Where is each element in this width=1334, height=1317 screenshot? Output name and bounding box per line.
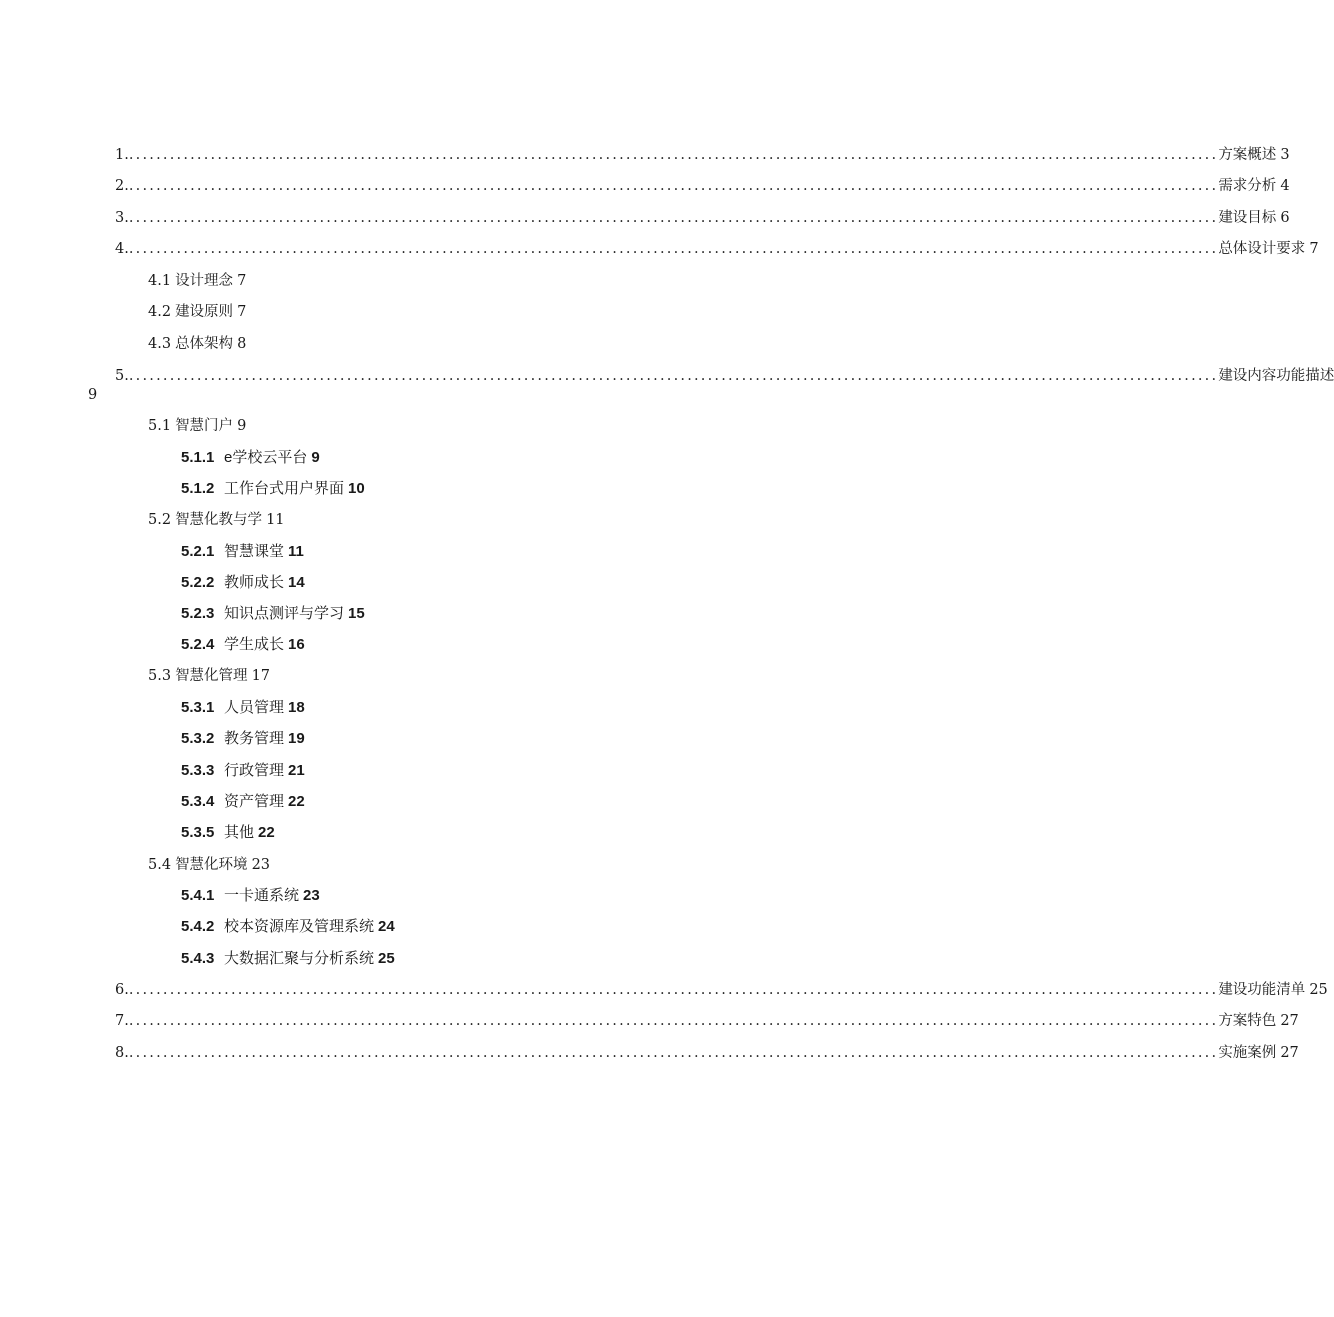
toc-entry-number: 4.3 <box>148 336 172 352</box>
toc-entry-number: 5.4.1 <box>181 887 215 904</box>
toc-entry-title: 建设内容功能描述 <box>1218 368 1334 384</box>
toc-entry-number: 5.3.5 <box>181 824 215 841</box>
toc-page-number: 7 <box>237 304 247 320</box>
toc-entry-5-3-5[interactable] <box>181 823 275 843</box>
toc-entry-5-3-3[interactable] <box>181 761 305 781</box>
toc-page-number: 11 <box>266 512 285 528</box>
toc-entry-1[interactable] <box>115 145 1290 165</box>
toc-page-number: 22 <box>258 824 275 841</box>
toc-page-number: 18 <box>288 699 305 716</box>
toc-entry-number: 5.3.2 <box>181 730 215 747</box>
toc-entry-number: 3. <box>115 210 129 226</box>
toc-page-number: 19 <box>288 730 305 747</box>
toc-entry-5-4-1[interactable] <box>181 886 320 906</box>
toc-entry-5-2-4[interactable] <box>181 635 305 655</box>
toc-entry-number: 4. <box>115 241 129 257</box>
toc-page-number: 21 <box>288 762 305 779</box>
toc-entry-5-3-1[interactable] <box>181 698 305 718</box>
toc-entry-4-1[interactable] <box>148 271 246 291</box>
dot-leader: ................................................................................................................................................................ <box>128 241 1219 257</box>
toc-entry-number: 5.2.3 <box>181 605 215 622</box>
toc-page-number: 9 <box>311 449 320 466</box>
toc-entry-5-3-2[interactable] <box>181 729 305 749</box>
toc-page-number: 27 <box>1280 1013 1299 1029</box>
toc-entry-5-2-3[interactable] <box>181 604 365 624</box>
toc-entry-number: 5.1 <box>148 418 172 434</box>
toc-entry-title: 设计理念 <box>175 273 234 289</box>
toc-entry-number: 5.3 <box>148 668 172 684</box>
dot-leader: ................................................................................................................................................................ <box>128 178 1219 194</box>
toc-page-number: 15 <box>348 605 365 622</box>
toc-entry-title: 人员管理 <box>224 699 285 716</box>
dot-leader: ................................................................................................................................................................ <box>128 1013 1219 1029</box>
toc-entry-title: 教务管理 <box>224 730 285 747</box>
dot-leader: ................................................................................................................................................................ <box>128 1045 1219 1061</box>
toc-entry-8[interactable] <box>115 1043 1299 1063</box>
toc-page-number: 22 <box>288 793 305 810</box>
toc-entry-number: 6. <box>115 982 129 998</box>
toc-page-number: 16 <box>288 636 305 653</box>
toc-entry-title: 建设原则 <box>175 304 234 320</box>
toc-entry-title: 总体架构 <box>175 336 234 352</box>
toc-entry-title: 校本资源库及管理系统 <box>224 918 375 935</box>
toc-page-number: 11 <box>288 543 304 560</box>
toc-entry-number: 5.2.2 <box>181 574 215 591</box>
toc-entry-number: 5.3.3 <box>181 762 215 779</box>
toc-page-number: 10 <box>348 480 365 497</box>
toc-entry-title: 学生成长 <box>224 636 285 653</box>
toc-entry-5-2-1[interactable] <box>181 542 304 562</box>
toc-page-number: 23 <box>251 857 271 873</box>
toc-entry-number: 5.2 <box>148 512 172 528</box>
toc-page-number: 3 <box>1280 147 1290 163</box>
toc-entry-5-3[interactable] <box>148 666 270 686</box>
toc-page-number: 23 <box>303 887 320 904</box>
toc-entry-number: 5.4 <box>148 857 172 873</box>
toc-entry-5-2[interactable] <box>148 510 285 530</box>
toc-page-number: 4 <box>1280 178 1290 194</box>
toc-entry-number: 2. <box>115 178 129 194</box>
toc-entry-title: 其他 <box>224 824 255 841</box>
toc-entry-5-4-3[interactable] <box>181 949 395 969</box>
toc-entry-title: e学校云平台 <box>224 449 308 466</box>
toc-entry-number: 5.1.1 <box>181 449 215 466</box>
toc-entry-4[interactable] <box>115 239 1319 259</box>
toc-entry-title: 方案概述 3 <box>1218 147 1290 163</box>
toc-entry-5[interactable] <box>115 366 1334 386</box>
toc-entry-title: 工作台式用户界面 <box>224 480 345 497</box>
toc-entry-number: 5.4.3 <box>181 950 215 967</box>
toc-entry-title: 知识点测评与学习 <box>224 605 345 622</box>
toc-page-number: 25 <box>378 950 395 967</box>
toc-entry-number: 5.3.4 <box>181 793 215 810</box>
toc-entry-title: 总体设计要求 7 <box>1218 241 1319 257</box>
toc-entry-title: 大数据汇聚与分析系统 <box>224 950 375 967</box>
toc-page-number: 17 <box>251 668 271 684</box>
toc-entry-number: 5.3.1 <box>181 699 215 716</box>
toc-entry-number: 4.1 <box>148 273 172 289</box>
toc-entry-5-1-1[interactable] <box>181 448 320 468</box>
toc-entry-title: 需求分析 4 <box>1218 178 1290 194</box>
toc-entry-title: 教师成长 <box>224 574 285 591</box>
toc-entry-title: 智慧化管理 <box>175 668 248 684</box>
toc-entry-2[interactable] <box>115 176 1290 196</box>
toc-entry-number: 5.4.2 <box>181 918 215 935</box>
toc-entry-title: 智慧课堂 <box>224 543 285 560</box>
toc-entry-title: 智慧门户 <box>175 418 234 434</box>
toc-page-number: 7 <box>1309 241 1319 257</box>
toc-entry-number: 5.1.2 <box>181 480 215 497</box>
toc-entry-3[interactable] <box>115 208 1290 228</box>
toc-entry-4-3[interactable] <box>148 334 246 354</box>
toc-entry-5-4[interactable] <box>148 855 270 875</box>
toc-entry-title: 方案特色 27 <box>1218 1013 1299 1029</box>
toc-entry-title: 实施案例 27 <box>1218 1045 1299 1061</box>
toc-entry-title: 智慧化环境 <box>175 857 248 873</box>
toc-entry-number: 5.2.4 <box>181 636 215 653</box>
toc-entry-5-3-4[interactable] <box>181 792 305 812</box>
toc-entry-5-1[interactable] <box>148 416 246 436</box>
toc-entry-title: 资产管理 <box>224 793 285 810</box>
toc-entry-title: 建设目标 6 <box>1218 210 1290 226</box>
dot-leader: ................................................................................................................................................................ <box>128 982 1219 998</box>
toc-page-number: 6 <box>1280 210 1290 226</box>
toc-entry-5-1-2[interactable] <box>181 479 365 499</box>
toc-entry-number: 5.2.1 <box>181 543 215 560</box>
toc-page-number: 14 <box>288 574 305 591</box>
toc-entry-title: 行政管理 <box>224 762 285 779</box>
toc-entry-number: 8. <box>115 1045 129 1061</box>
toc-page-number: 27 <box>1280 1045 1299 1061</box>
dot-leader: ................................................................................................................................................................ <box>128 210 1219 226</box>
toc-entry-5-2-2[interactable] <box>181 573 305 593</box>
toc-entry-4-2[interactable] <box>148 302 246 322</box>
toc-page-number: 7 <box>237 273 247 289</box>
toc-page-number: 9 <box>88 387 98 403</box>
toc-entry-title: 智慧化教与学 <box>175 512 263 528</box>
toc-entry-number: 4.2 <box>148 304 172 320</box>
dot-leader: ................................................................................................................................................................ <box>128 368 1219 384</box>
toc-entry-number: 1. <box>115 147 129 163</box>
toc-page-number: 25 <box>1309 982 1328 998</box>
toc-page-number: 8 <box>237 336 247 352</box>
toc-page-number: 9 <box>237 418 247 434</box>
toc-entry-6[interactable] <box>115 980 1328 1000</box>
toc-entry-title: 建设功能清单 25 <box>1218 982 1328 998</box>
toc-entry-7[interactable] <box>115 1011 1299 1031</box>
toc-entry-number: 7. <box>115 1013 129 1029</box>
toc-entry-number: 5. <box>115 368 129 384</box>
dot-leader: ................................................................................................................................................................ <box>128 147 1219 163</box>
toc-page-number: 24 <box>378 918 395 935</box>
toc-entry-5-4-2[interactable] <box>181 917 395 937</box>
toc-entry-title: 一卡通系统 <box>224 887 300 904</box>
